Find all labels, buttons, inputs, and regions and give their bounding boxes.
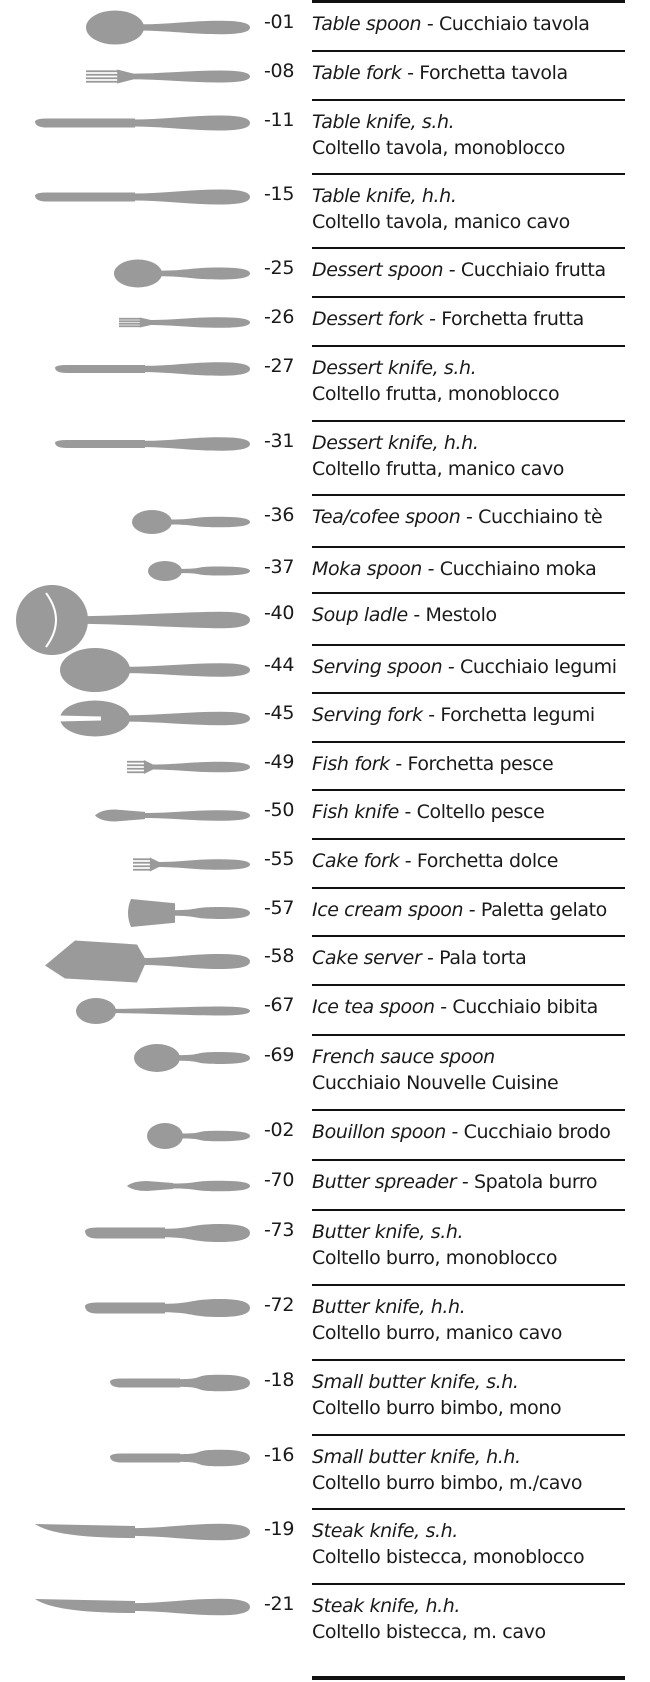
name-separator: - bbox=[445, 1121, 464, 1143]
english-name: Butter knife, h.h. bbox=[312, 1296, 466, 1318]
item-code: -55 bbox=[264, 848, 295, 870]
bowl-shape bbox=[60, 648, 130, 692]
italian-name: Coltello burro, manico cavo bbox=[312, 1322, 562, 1344]
handle-shape bbox=[112, 1007, 250, 1016]
name-separator: - bbox=[460, 506, 479, 528]
name-separator: - bbox=[401, 62, 420, 84]
item-description bbox=[312, 183, 650, 235]
blade-shape bbox=[55, 440, 145, 448]
handle-shape bbox=[133, 116, 250, 131]
item-description bbox=[312, 1593, 650, 1645]
catalog-row bbox=[0, 1585, 650, 1661]
fork-tine bbox=[133, 858, 151, 860]
blade-shape bbox=[85, 1228, 165, 1239]
catalog-row bbox=[0, 298, 650, 347]
handle-shape bbox=[126, 663, 250, 677]
blade-shape bbox=[35, 193, 135, 202]
italian-name: Pala torta bbox=[439, 947, 527, 969]
item-code: -26 bbox=[264, 306, 295, 328]
item-code: -01 bbox=[264, 11, 295, 33]
handle-shape bbox=[133, 190, 250, 205]
italian-name: Cucchiaino moka bbox=[439, 558, 597, 580]
fork-tine bbox=[127, 771, 145, 773]
knife-icon bbox=[0, 1211, 255, 1286]
catalog-row bbox=[0, 1436, 650, 1510]
bowl-shape bbox=[147, 1123, 183, 1149]
english-name: Moka spoon bbox=[312, 558, 422, 580]
english-name: Dessert knife, s.h. bbox=[312, 357, 477, 379]
italian-name: Coltello burro bimbo, mono bbox=[312, 1397, 562, 1419]
item-description bbox=[312, 257, 650, 283]
catalog-row bbox=[0, 249, 650, 298]
item-description bbox=[312, 11, 650, 37]
fork-icon bbox=[0, 840, 255, 889]
item-code: -73 bbox=[264, 1219, 295, 1241]
item-code: -58 bbox=[264, 945, 295, 967]
name-separator: - bbox=[443, 259, 461, 281]
handle-shape bbox=[84, 612, 250, 629]
serving-fork-icon bbox=[0, 694, 255, 743]
name-separator: - bbox=[398, 801, 417, 823]
handle-shape bbox=[143, 810, 250, 821]
blade-shape bbox=[127, 1181, 173, 1191]
italian-name: Cucchiaio frutta bbox=[460, 259, 606, 281]
bowl-shape bbox=[148, 561, 182, 581]
handle-shape bbox=[158, 268, 250, 280]
italian-name: Coltello tavola, manico cavo bbox=[312, 211, 570, 233]
fork-tine bbox=[119, 323, 141, 325]
fork-tine bbox=[133, 869, 151, 871]
server-blade-shape bbox=[45, 941, 145, 983]
english-name: Dessert spoon bbox=[312, 259, 444, 281]
knife-icon bbox=[0, 1286, 255, 1361]
name-separator: - bbox=[389, 753, 408, 775]
item-code: -21 bbox=[264, 1593, 295, 1615]
catalog-row bbox=[0, 1510, 650, 1585]
knife-icon bbox=[0, 175, 255, 249]
name-separator: - bbox=[407, 604, 426, 626]
catalog-row bbox=[0, 889, 650, 937]
english-name: Soup ladle bbox=[312, 604, 408, 626]
catalog-row bbox=[0, 986, 650, 1036]
item-description bbox=[312, 1044, 650, 1096]
handle-shape bbox=[176, 1052, 250, 1064]
item-description bbox=[312, 1119, 650, 1145]
handle-shape bbox=[140, 21, 250, 35]
handle-shape bbox=[147, 317, 250, 328]
english-name: Table fork bbox=[312, 62, 402, 84]
catalog-row bbox=[0, 646, 650, 694]
italian-name: Coltello burro bimbo, m./cavo bbox=[312, 1472, 583, 1494]
name-separator: - bbox=[421, 558, 440, 580]
item-code: -36 bbox=[264, 504, 295, 526]
english-name: Bouillon spoon bbox=[312, 1121, 446, 1143]
bowl-shape bbox=[114, 260, 162, 288]
catalog-row bbox=[0, 1211, 650, 1286]
knife-icon bbox=[0, 1361, 255, 1436]
english-name: Table knife, s.h. bbox=[312, 111, 455, 133]
bottom-rule bbox=[312, 1676, 625, 1680]
blade-shape bbox=[35, 119, 135, 128]
item-code: -57 bbox=[264, 897, 295, 919]
item-description bbox=[312, 1219, 650, 1271]
english-name: Fish fork bbox=[312, 753, 390, 775]
item-code: -15 bbox=[264, 183, 295, 205]
catalog-row bbox=[0, 548, 650, 594]
handle-shape bbox=[163, 1299, 250, 1317]
item-description bbox=[312, 1169, 650, 1195]
item-description bbox=[312, 945, 650, 971]
english-name: French sauce spoon bbox=[312, 1046, 495, 1068]
item-code: -70 bbox=[264, 1169, 295, 1191]
catalog-row bbox=[0, 52, 650, 101]
item-description bbox=[312, 848, 650, 874]
catalog-row bbox=[0, 1286, 650, 1361]
item-description bbox=[312, 556, 650, 582]
italian-name: Coltello frutta, monoblocco bbox=[312, 383, 560, 405]
fork-tine bbox=[86, 81, 120, 83]
item-code: -31 bbox=[264, 430, 295, 452]
item-description bbox=[312, 1444, 650, 1496]
italian-name: Cucchiaino tè bbox=[478, 506, 603, 528]
item-description bbox=[312, 602, 650, 628]
italian-name: Cucchiaio tavola bbox=[438, 13, 590, 35]
english-name: Small butter knife, s.h. bbox=[312, 1371, 519, 1393]
item-description bbox=[312, 1294, 650, 1346]
italian-name: Forchetta tavola bbox=[419, 62, 568, 84]
handle-shape bbox=[133, 1524, 250, 1541]
blade-shape bbox=[55, 365, 145, 373]
ice-cream-icon bbox=[0, 889, 255, 937]
spoon-icon bbox=[0, 1111, 255, 1161]
catalog-row bbox=[0, 422, 650, 496]
italian-name: Cucchiaio brodo bbox=[463, 1121, 611, 1143]
item-description bbox=[312, 897, 650, 923]
italian-name: Forchetta dolce bbox=[416, 850, 559, 872]
bowl-shape bbox=[128, 899, 175, 927]
name-separator: - bbox=[399, 850, 417, 872]
item-code: -37 bbox=[264, 556, 295, 578]
blade-shape bbox=[35, 1599, 135, 1613]
catalog-row bbox=[0, 594, 650, 646]
english-name: Butter spreader bbox=[312, 1171, 457, 1193]
english-name: Butter knife, s.h. bbox=[312, 1221, 464, 1243]
italian-name: Coltello frutta, manico cavo bbox=[312, 458, 565, 480]
italian-name: Coltello pesce bbox=[416, 801, 545, 823]
italian-name: Forchetta frutta bbox=[441, 308, 584, 330]
spoon-icon bbox=[0, 646, 255, 694]
handle-shape bbox=[163, 1224, 250, 1242]
spoon-icon bbox=[0, 3, 255, 52]
item-description bbox=[312, 1369, 650, 1421]
spoon-icon bbox=[0, 496, 255, 548]
fork-tine bbox=[86, 77, 120, 79]
english-name: Cake fork bbox=[312, 850, 400, 872]
handle-shape bbox=[133, 1599, 250, 1616]
italian-name: Coltello bistecca, m. cavo bbox=[312, 1621, 546, 1643]
italian-name: Cucchiaio Nouvelle Cuisine bbox=[312, 1072, 559, 1094]
fork-tine bbox=[133, 862, 151, 864]
item-description bbox=[312, 751, 650, 777]
english-name: Table spoon bbox=[312, 13, 422, 35]
item-description bbox=[312, 430, 650, 482]
item-description bbox=[312, 60, 650, 86]
item-code: -72 bbox=[264, 1294, 295, 1316]
handle-shape bbox=[130, 71, 250, 83]
ladle-icon bbox=[0, 594, 255, 646]
knife-icon bbox=[0, 422, 255, 496]
item-code: -67 bbox=[264, 994, 295, 1016]
catalog-row bbox=[0, 937, 650, 986]
bowl-shape bbox=[76, 998, 116, 1024]
italian-name: Forchetta legumi bbox=[440, 704, 595, 726]
italian-name: Forchetta pesce bbox=[407, 753, 554, 775]
bowl-shape bbox=[134, 1044, 180, 1072]
name-separator: - bbox=[456, 1171, 474, 1193]
item-description bbox=[312, 109, 650, 161]
blade-shape bbox=[110, 1454, 180, 1463]
item-description bbox=[312, 799, 650, 825]
catalog-row bbox=[0, 1036, 650, 1111]
fork-icon bbox=[0, 298, 255, 347]
item-description bbox=[312, 306, 650, 332]
english-name: Fish knife bbox=[312, 801, 399, 823]
steak-knife-icon bbox=[0, 1585, 255, 1661]
catalog-row bbox=[0, 840, 650, 889]
fork-tine bbox=[119, 325, 141, 327]
italian-name: Coltello bistecca, monoblocco bbox=[312, 1546, 585, 1568]
handle-shape bbox=[126, 712, 250, 726]
italian-name: Mestolo bbox=[425, 604, 497, 626]
spoon-icon bbox=[0, 986, 255, 1036]
handle-shape bbox=[149, 762, 250, 773]
item-description bbox=[312, 994, 650, 1020]
blade-shape bbox=[110, 1379, 180, 1388]
fork-tine bbox=[119, 318, 141, 320]
english-name: Serving spoon bbox=[312, 656, 443, 678]
catalog-row bbox=[0, 347, 650, 422]
catalog-row bbox=[0, 1161, 650, 1211]
english-name: Table knife, h.h. bbox=[312, 185, 457, 207]
english-name: Steak knife, h.h. bbox=[312, 1595, 461, 1617]
name-separator: - bbox=[463, 899, 481, 921]
blade-shape bbox=[85, 1303, 165, 1314]
item-description bbox=[312, 1518, 650, 1570]
fork-icon bbox=[0, 52, 255, 101]
catalog-row bbox=[0, 791, 650, 840]
italian-name: Coltello burro, monoblocco bbox=[312, 1247, 558, 1269]
handle-shape bbox=[168, 517, 250, 528]
handle-shape bbox=[178, 1375, 250, 1392]
item-description bbox=[312, 355, 650, 407]
fork-tine bbox=[133, 865, 151, 867]
italian-name: Paletta gelato bbox=[480, 899, 607, 921]
catalog-row bbox=[0, 1111, 650, 1161]
catalog-row bbox=[0, 175, 650, 249]
cake-server-icon bbox=[0, 937, 255, 986]
fish-knife-icon bbox=[0, 791, 255, 840]
name-separator: - bbox=[421, 947, 440, 969]
item-code: -40 bbox=[264, 602, 295, 624]
blade-shape bbox=[35, 1524, 135, 1538]
english-name: Tea/cofee spoon bbox=[312, 506, 461, 528]
catalog-row bbox=[0, 694, 650, 743]
spreader-icon bbox=[0, 1161, 255, 1211]
knife-icon bbox=[0, 347, 255, 422]
italian-name: Cucchiaio bibita bbox=[452, 996, 598, 1018]
catalog-row bbox=[0, 101, 650, 175]
english-name: Dessert knife, h.h. bbox=[312, 432, 479, 454]
english-name: Cake server bbox=[312, 947, 422, 969]
bowl-shape bbox=[132, 510, 172, 534]
name-separator: - bbox=[423, 308, 442, 330]
fork-tine bbox=[86, 74, 120, 76]
fork-tine bbox=[127, 764, 145, 766]
fork-tine bbox=[119, 320, 141, 322]
name-separator: - bbox=[422, 704, 441, 726]
item-description bbox=[312, 654, 650, 680]
item-code: -45 bbox=[264, 702, 295, 724]
item-code: -49 bbox=[264, 751, 295, 773]
name-separator: - bbox=[434, 996, 453, 1018]
english-name: Dessert fork bbox=[312, 308, 424, 330]
handle-shape bbox=[143, 362, 250, 376]
italian-name: Spatola burro bbox=[473, 1171, 598, 1193]
spoon-icon bbox=[0, 548, 255, 594]
blade-shape bbox=[95, 810, 145, 822]
fork-slot bbox=[58, 716, 101, 722]
handle-shape bbox=[178, 567, 250, 576]
item-code: -18 bbox=[264, 1369, 295, 1391]
english-name: Ice tea spoon bbox=[312, 996, 435, 1018]
item-code: -11 bbox=[264, 109, 295, 131]
fork-tine bbox=[127, 761, 145, 763]
item-code: -02 bbox=[264, 1119, 295, 1141]
name-separator: - bbox=[421, 13, 439, 35]
item-description bbox=[312, 504, 650, 530]
fork-icon bbox=[0, 743, 255, 791]
item-code: -69 bbox=[264, 1044, 295, 1066]
english-name: Small butter knife, h.h. bbox=[312, 1446, 521, 1468]
sauce-icon bbox=[0, 1036, 255, 1111]
italian-name: Cucchiaio legumi bbox=[460, 656, 617, 678]
catalog-row bbox=[0, 496, 650, 548]
item-code: -27 bbox=[264, 355, 295, 377]
catalog-row bbox=[0, 743, 650, 791]
fork-tine bbox=[86, 70, 120, 72]
knife-icon bbox=[0, 101, 255, 175]
handle-shape bbox=[179, 1131, 250, 1142]
english-name: Ice cream spoon bbox=[312, 899, 464, 921]
fork-tine bbox=[127, 768, 145, 770]
handle-shape bbox=[178, 1450, 250, 1467]
catalog-row bbox=[0, 3, 650, 52]
item-code: -50 bbox=[264, 799, 295, 821]
handle-shape bbox=[171, 907, 250, 919]
steak-knife-icon bbox=[0, 1510, 255, 1585]
handle-shape bbox=[141, 954, 250, 969]
item-code: -19 bbox=[264, 1518, 295, 1540]
knife-icon bbox=[0, 1436, 255, 1510]
english-name: Steak knife, s.h. bbox=[312, 1520, 458, 1542]
item-code: -16 bbox=[264, 1444, 295, 1466]
handle-shape bbox=[155, 859, 250, 870]
catalog-row bbox=[0, 1361, 650, 1436]
italian-name: Coltello tavola, monoblocco bbox=[312, 137, 565, 159]
spoon-icon bbox=[0, 249, 255, 298]
item-description bbox=[312, 702, 650, 728]
english-name: Serving fork bbox=[312, 704, 423, 726]
name-separator: - bbox=[442, 656, 461, 678]
handle-shape bbox=[143, 437, 250, 451]
item-code: -08 bbox=[264, 60, 295, 82]
bowl-shape bbox=[16, 585, 88, 655]
item-code: -25 bbox=[264, 257, 295, 279]
item-code: -44 bbox=[264, 654, 295, 676]
handle-shape bbox=[171, 1181, 250, 1192]
bowl-shape bbox=[86, 11, 144, 45]
